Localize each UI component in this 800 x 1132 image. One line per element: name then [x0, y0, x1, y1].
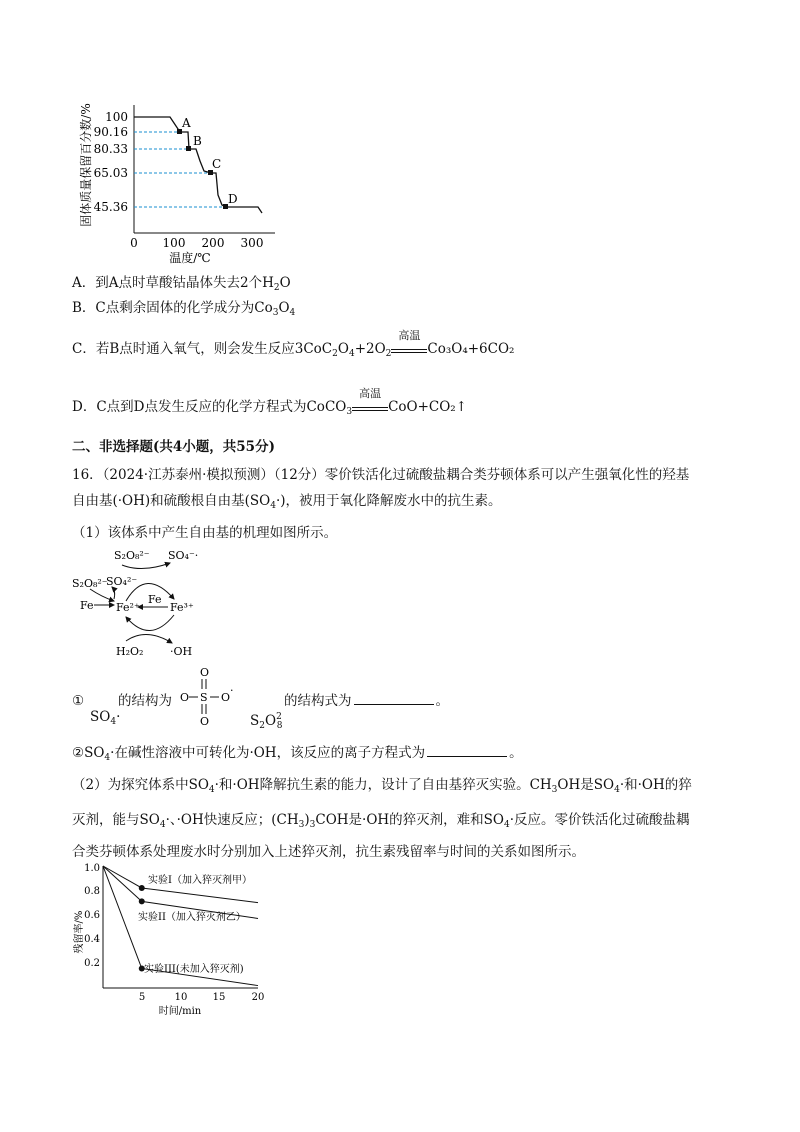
q16-part1: （1）该体系中产生自由基的机理如图所示。 [72, 525, 338, 541]
struct-o-left: O [180, 691, 190, 704]
so4-radical-label: $SO_4\cdot$ [90, 709, 121, 727]
tga-xtick: 100 [162, 236, 186, 250]
tga-ytick: 90.16 [93, 125, 128, 139]
q16-sub2: $②SO_4\cdot$在碱性溶液中可转化为·OH，该反应的离子方程式为 。 [72, 745, 523, 763]
chart2-xlabel: 时间/min [158, 1006, 202, 1017]
q16-part2-line1: （2）为探究体系中$SO_4\cdot$和·OH降解抗生素的能力，设计了自由基猝灭实验。$CH_3OH$是$SO_4\cdot$和·OH的猝 [72, 777, 692, 795]
so4-mid: SO₄²⁻ [106, 575, 138, 588]
h2o2: H₂O₂ [116, 645, 144, 658]
chart2-xtick: 15 [212, 992, 226, 1003]
chart2-xtick: 10 [174, 992, 188, 1003]
struct-o-bottom: O [200, 715, 210, 728]
s2o8-top: S₂O₈²⁻ [114, 549, 150, 562]
tga-xlabel: 温度/℃ [169, 251, 211, 265]
tga-ytick: 45.36 [93, 200, 128, 214]
q16-intro-line1: 16．（2024·江苏泰州·模拟预测）（12分）零价铁活化过硫酸盐耦合类芬顿体系可以产生强氧化性的羟基 [72, 467, 690, 483]
chart2-ytick: 0.4 [84, 934, 100, 945]
so4-radical-top: SO₄⁻· [168, 549, 199, 562]
series-line-2 [103, 866, 258, 918]
section-title: 二、非选择题(共4小题，共55分) [72, 439, 275, 455]
chart2-ytick: 1.0 [84, 863, 100, 874]
point-C: C [212, 157, 222, 171]
series-label-1: 实验I（加入猝灭剂甲） [148, 875, 252, 886]
series-label-3: 实验III(未加入猝灭剂) [144, 964, 244, 975]
tga-ytick: 100 [105, 110, 128, 124]
s2o8-left: S₂O₈²⁻ [72, 577, 108, 590]
option-c: C．若B点时通入氧气，则会发生反应$3CoC_2O_4+2O_2$ 高温 Co₃O₄+6CO₂ [72, 329, 515, 359]
point-D: D [228, 192, 238, 206]
chart2-ytick: 0.6 [84, 910, 100, 921]
tga-xtick: 200 [201, 236, 225, 250]
tga-chart [70, 95, 290, 265]
struct-o-top: O [200, 666, 210, 679]
tga-xtick: 300 [240, 236, 264, 250]
struct-radical-dot: · [230, 684, 234, 697]
chart2-xtick: 20 [251, 992, 265, 1003]
mechanism-diagram [70, 545, 210, 660]
answer-blank-2[interactable] [427, 744, 507, 757]
residual-rate-chart [70, 860, 280, 1020]
chart2-ylabel: 残留率/% [74, 910, 85, 954]
s2o8-label: $S_2O^2_8$ [250, 712, 283, 731]
series-label-2: 实验II（加入猝灭剂乙） [138, 912, 246, 923]
fe3-ion: Fe³⁺ [170, 601, 194, 614]
tga-xtick: 0 [130, 236, 138, 250]
series-point-2 [139, 898, 145, 904]
option-b: B．C点剩余固体的化学成分为$Co_3O_4$ [72, 300, 296, 318]
tga-ytick: 80.33 [93, 142, 128, 156]
tga-ytick: 65.03 [93, 166, 128, 180]
option-a: A．到A点时草酸钴晶体失去2个$H_2O$ [72, 275, 291, 293]
point-A: A [182, 116, 191, 130]
chart2-ytick: 0.8 [84, 886, 100, 897]
q16-part2-line3: 合类芬顿体系处理废水时分别加入上述猝灭剂，抗生素残留率与时间的关系如图所示。 [72, 844, 585, 860]
q16-intro-line2: 自由基(·OH)和硫酸根自由基$(SO_4\cdot)$，被用于氧化降解废水中的抗生素。 [72, 493, 502, 511]
fe-left: Fe [80, 599, 94, 612]
condition-high-temp: 高温 [352, 399, 388, 411]
point-B: B [193, 134, 202, 148]
chart2-ytick: 0.2 [84, 958, 100, 969]
q16-sub1-marker: ① [72, 693, 85, 709]
struct-s: S [200, 691, 208, 704]
answer-blank-1[interactable] [354, 692, 434, 705]
chart2-xtick: 5 [138, 992, 146, 1003]
series-point-1 [139, 885, 145, 891]
q16-sub1-mid: 的结构式为 。 [284, 693, 449, 709]
q16-sub1-struct: 的结构为 [118, 693, 172, 709]
fe-mid: Fe [148, 593, 162, 606]
option-d: D．C点到D点发生反应的化学方程式为CoCO$_3$ 高温 CoO+CO₂↑ [72, 387, 468, 417]
q16-part2-line2: 灭剂，能与$SO_4\cdot$、·OH快速反应；$(CH_3)_3COH$是·OH的猝灭剂，难和$SO_4\cdot$反应。零价铁活化过硫酸盐耦 [72, 812, 690, 830]
fe2-ion: Fe²⁺ [116, 601, 140, 614]
tga-ylabel: 固体质量保留百分数/% [79, 103, 93, 227]
condition-high-temp: 高温 [391, 341, 427, 353]
struct-o-right: O [221, 691, 231, 704]
oh-radical: ·OH [170, 645, 193, 658]
so4-structure [178, 664, 248, 728]
